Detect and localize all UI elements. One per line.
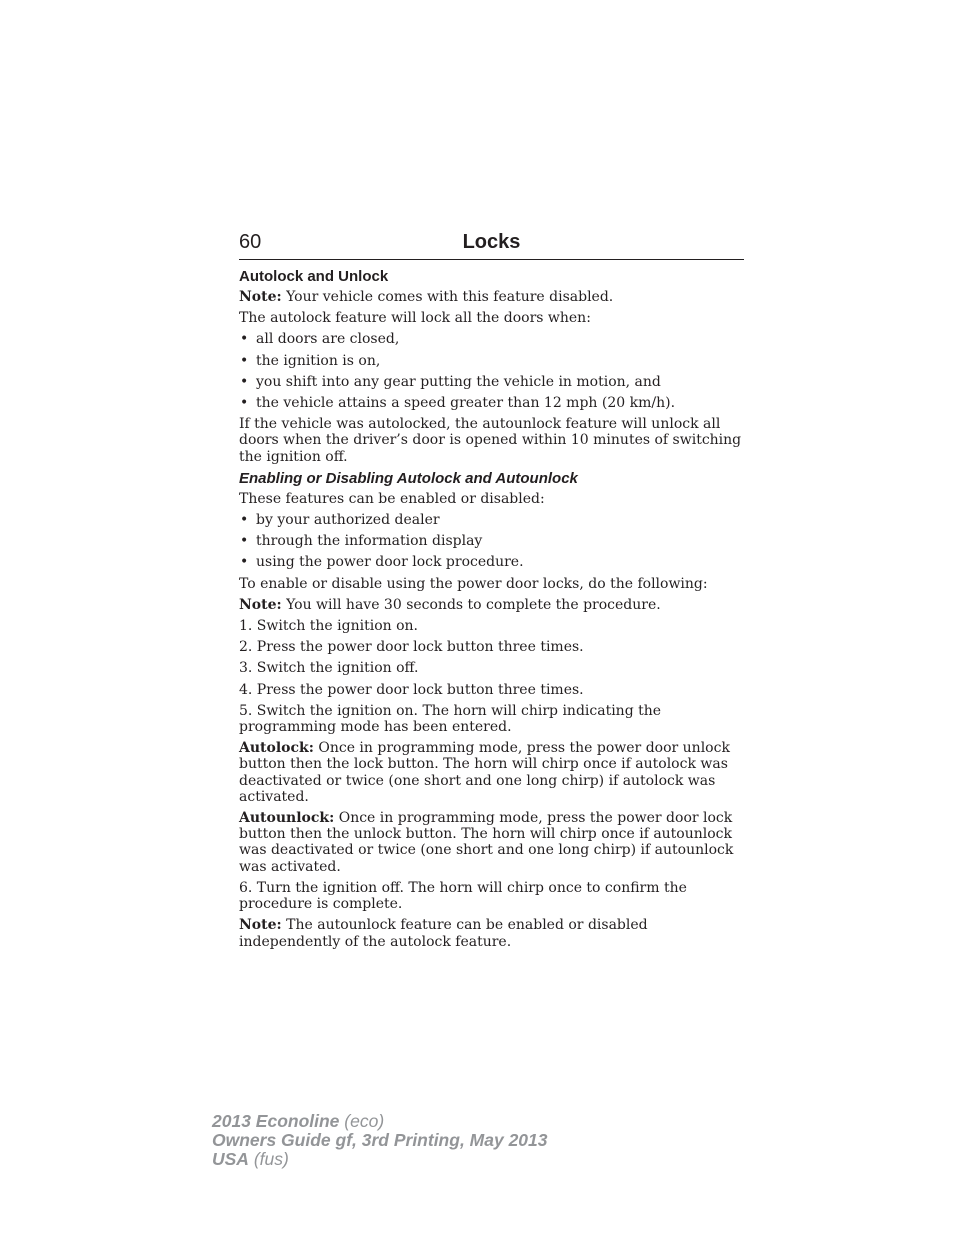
bullet-icon: • xyxy=(240,352,249,369)
page-title: Locks xyxy=(462,231,521,253)
list-item-text: the vehicle attains a speed greater than 12 mph (20 km/h). xyxy=(256,395,676,412)
note-independent xyxy=(239,917,749,949)
enable-intro: These features can be enabled or disabled: xyxy=(239,490,545,507)
autounlock-paragraph: If the vehicle was autolocked, the autounlock feature will unlock all doors when the driver’s door is opened within 10 minutes of switching the ignition off. xyxy=(239,416,742,465)
bullet-icon: • xyxy=(240,533,249,550)
list-item-text: by your authorized dealer xyxy=(256,512,440,529)
list-item-text: you shift into any gear putting the vehicle in motion, and xyxy=(256,373,661,390)
footer-line-3 xyxy=(212,1150,548,1169)
footer-line-2: Owners Guide gf, 3rd Printing, May 2013 xyxy=(212,1130,548,1150)
bullet-icon: • xyxy=(240,373,249,390)
footer-model: 2013 Econoline xyxy=(212,1111,340,1131)
note-text: You will have 30 seconds to complete the procedure. xyxy=(281,596,661,613)
list-item-text: all doors are closed, xyxy=(256,331,400,348)
note-label: Note: xyxy=(239,917,282,934)
note-label: Note: xyxy=(239,289,282,305)
autolock-conditions-list xyxy=(239,331,749,411)
autolock-description xyxy=(239,740,749,805)
step-2: 2. Press the power door lock button three times. xyxy=(239,639,584,656)
list-item xyxy=(239,395,749,411)
bullet-icon: • xyxy=(240,395,249,412)
list-item xyxy=(239,353,749,369)
note-feature-disabled xyxy=(239,289,749,305)
procedure-instruction: To enable or disable using the power door locks, do the following: xyxy=(239,575,708,592)
list-item-text: using the power door lock procedure. xyxy=(256,554,524,571)
list-item-text: the ignition is on, xyxy=(256,352,381,369)
step-6: 6. Turn the ignition off. The horn will chirp once to confirm the procedure is complete. xyxy=(239,879,687,913)
bullet-icon: • xyxy=(240,512,249,529)
list-item xyxy=(239,374,749,390)
autolock-label: Autolock: xyxy=(239,740,314,757)
page-content xyxy=(239,266,749,955)
footer-model-code: (eco) xyxy=(339,1111,385,1131)
footer-market: USA xyxy=(212,1149,249,1169)
bullet-icon: • xyxy=(240,331,249,348)
list-item xyxy=(239,331,749,347)
list-item xyxy=(239,554,749,570)
autolock-intro: The autolock feature will lock all the doors when: xyxy=(239,310,591,327)
bullet-icon: • xyxy=(240,554,249,571)
section-heading-autolock: Autolock and Unlock xyxy=(239,268,389,285)
list-item xyxy=(239,512,749,528)
page-header xyxy=(239,228,744,260)
list-item xyxy=(239,533,749,549)
note-text: Your vehicle comes with this feature disabled. xyxy=(281,289,614,305)
step-1: 1. Switch the ignition on. xyxy=(239,618,418,635)
section-heading-enabling: Enabling or Disabling Autolock and Autounlock xyxy=(239,469,578,487)
autounlock-description xyxy=(239,810,749,875)
autounlock-label: Autounlock: xyxy=(239,810,335,827)
footer-market-code: (fus) xyxy=(248,1149,289,1169)
enable-methods-list xyxy=(239,512,749,571)
note-30-seconds xyxy=(239,597,749,613)
autolock-text: Once in programming mode, press the power door unlock button then the lock button. The horn will chirp once if autolock was deactivated or twice (one short and one long chirp) if autolock was activated. xyxy=(239,740,730,805)
step-3: 3. Switch the ignition off. xyxy=(239,660,419,677)
autounlock-text: Once in programming mode, press the power door lock button then the unlock button. The horn will chirp once if autounlock was deactivated or twice (one short and one long chirp) if autounlock was activated. xyxy=(239,810,734,875)
step-5: 5. Switch the ignition on. The horn will chirp indicating the programming mode has been entered. xyxy=(239,702,662,736)
footer-line-1 xyxy=(212,1112,548,1131)
page-footer xyxy=(212,1112,548,1169)
step-4: 4. Press the power door lock button three times. xyxy=(239,681,584,698)
note-label: Note: xyxy=(239,596,282,613)
list-item-text: through the information display xyxy=(256,533,483,550)
page-number: 60 xyxy=(239,231,262,253)
note-text: The autounlock feature can be enabled or disabled independently of the autolock feature. xyxy=(239,917,648,950)
